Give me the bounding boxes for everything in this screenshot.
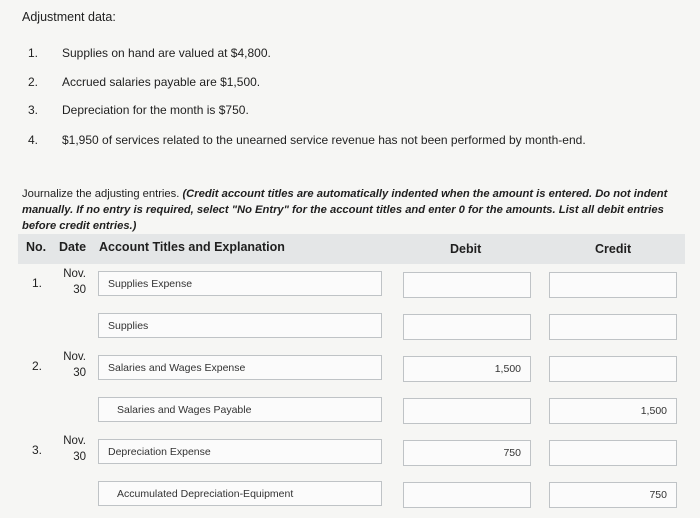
credit-amount-input[interactable] bbox=[549, 440, 677, 466]
column-header-debit: Debit bbox=[450, 242, 482, 256]
instructions-details: (Credit account titles are automatically indented when the amount is entered. Do not indent manually. If no entry is required, select "No Entry" for the account titles and enter 0 for the amounts. List all debit entries before credit entries.) bbox=[22, 188, 668, 232]
credit-amount-input[interactable]: 750 bbox=[549, 482, 677, 508]
entry-number: 3. bbox=[32, 443, 43, 457]
adjustment-item-number: 1. bbox=[27, 46, 38, 60]
adjustment-item-text: Supplies on hand are valued at $4,800. bbox=[62, 46, 271, 60]
adjustment-item-text: Accrued salaries payable are $1,500. bbox=[62, 75, 261, 89]
adjustment-item-number: 3. bbox=[27, 103, 38, 117]
debit-account-field[interactable]: Depreciation Expense bbox=[98, 439, 382, 464]
entry-date bbox=[56, 266, 86, 298]
debit-amount-input[interactable] bbox=[403, 314, 531, 340]
entry-date-day: 30 bbox=[73, 367, 86, 379]
credit-amount-input[interactable] bbox=[549, 314, 677, 340]
entry-date-month: Nov. bbox=[63, 268, 86, 280]
journalize-instructions bbox=[22, 186, 687, 234]
debit-amount-input[interactable]: 1,500 bbox=[403, 356, 531, 382]
credit-account-field[interactable]: Supplies bbox=[98, 313, 382, 338]
entry-date-month: Nov. bbox=[63, 435, 86, 447]
column-header-account: Account Titles and Explanation bbox=[99, 240, 285, 254]
entry-date-day: 30 bbox=[73, 451, 86, 463]
entry-date bbox=[56, 349, 86, 381]
debit-account-field[interactable]: Salaries and Wages Expense bbox=[98, 355, 382, 380]
entry-number: 2. bbox=[32, 359, 43, 373]
adjustment-item-number: 4. bbox=[27, 133, 38, 147]
debit-amount-input[interactable] bbox=[403, 272, 531, 298]
debit-account-field[interactable]: Supplies Expense bbox=[98, 271, 382, 296]
adjustment-item-number: 2. bbox=[27, 75, 38, 89]
entry-number: 1. bbox=[32, 276, 43, 290]
credit-amount-input[interactable] bbox=[549, 356, 677, 382]
column-header-credit: Credit bbox=[595, 242, 632, 256]
credit-amount-input[interactable] bbox=[549, 272, 677, 298]
debit-amount-input[interactable] bbox=[403, 398, 531, 424]
debit-amount-input[interactable] bbox=[403, 482, 531, 508]
credit-account-field[interactable]: Salaries and Wages Payable bbox=[98, 397, 382, 422]
adjustment-item-text: Depreciation for the month is $750. bbox=[62, 103, 249, 117]
entry-date-day: 30 bbox=[73, 284, 86, 296]
credit-amount-input[interactable]: 1,500 bbox=[549, 398, 677, 424]
column-header-date: Date bbox=[59, 240, 87, 254]
entry-date bbox=[56, 433, 86, 465]
instructions-lead: Journalize the adjusting entries. bbox=[22, 188, 183, 200]
column-header-no: No. bbox=[26, 240, 47, 254]
debit-amount-input[interactable]: 750 bbox=[403, 440, 531, 466]
adjustment-item-text: $1,950 of services related to the unearned service revenue has not been performed by month-end. bbox=[62, 133, 586, 147]
entry-date-month: Nov. bbox=[63, 351, 86, 363]
credit-account-field[interactable]: Accumulated Depreciation-Equipment bbox=[98, 481, 382, 506]
adjustment-data-heading: Adjustment data: bbox=[22, 10, 116, 24]
